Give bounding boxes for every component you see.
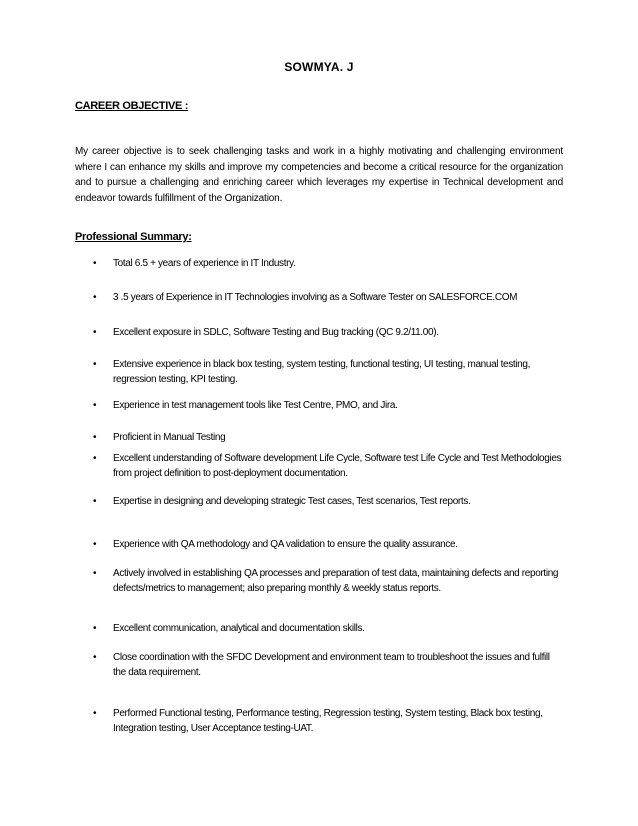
list-item — [93, 357, 573, 387]
bullet-icon: • — [93, 258, 97, 269]
list-item — [93, 566, 573, 596]
list-item-text: Excellent exposure in SDLC, Software Testing and Bug tracking (QC 9.2/11.00). — [113, 327, 439, 338]
professional-summary-heading: Professional Summary: — [75, 231, 192, 243]
bullet-icon: • — [93, 432, 97, 443]
list-item — [93, 325, 573, 340]
bullet-icon: • — [93, 453, 97, 464]
list-item — [93, 650, 573, 680]
list-item-text: Proficient in Manual Testing — [113, 432, 226, 443]
bullet-icon: • — [93, 327, 97, 338]
list-item-text: Total 6.5 + years of experience in IT Industry. — [113, 258, 296, 269]
list-item — [93, 451, 573, 481]
candidate-name: SOWMYA. J — [284, 60, 354, 74]
bullet-icon: • — [93, 359, 97, 370]
bullet-icon: • — [93, 568, 97, 579]
list-item-text: Excellent communication, analytical and documentation skills. — [113, 623, 365, 634]
bullet-icon: • — [93, 292, 97, 303]
bullet-icon: • — [93, 652, 97, 663]
list-item-text: Experience with QA methodology and QA validation to ensure the quality assurance. — [113, 539, 458, 550]
bullet-icon: • — [93, 400, 97, 411]
list-item — [93, 398, 573, 413]
list-item — [93, 706, 573, 736]
list-item — [93, 494, 573, 509]
list-item-text: Actively involved in establishing QA processes and preparation of test data, maintaining defects and reporting defects/metrics to management; also preparing monthly & weekly status reports. — [113, 568, 559, 594]
list-item — [93, 290, 573, 305]
list-item — [93, 621, 573, 636]
career-objective-text: My career objective is to seek challenging tasks and work in a highly motivating and challenging environment where I can enhance my skills and improve my competencies and become a critical resource for the organization and to pursue a challenging and enriching career which leverages my expertise in Technical development and endeavor towards fulfillment of the Organization. — [75, 146, 563, 204]
list-item-text: Experience in test management tools like Test Centre, PMO, and Jira. — [113, 400, 398, 411]
career-objective-heading: CAREER OBJECTIVE : — [75, 100, 189, 112]
bullet-icon: • — [93, 708, 97, 719]
list-item-text: Expertise in designing and developing strategic Test cases, Test scenarios, Test reports. — [113, 496, 471, 507]
list-item-text: Excellent understanding of Software development Life Cycle, Software test Life Cycle and Test Methodologies from project definition to post-deployment documentation. — [113, 453, 562, 479]
bullet-icon: • — [93, 496, 97, 507]
list-item-text: Extensive experience in black box testing, system testing, functional testing, UI testing, manual testing, regression testing, KPI testing. — [113, 359, 531, 385]
bullet-icon: • — [93, 539, 97, 550]
bullet-icon: • — [93, 623, 97, 634]
list-item — [93, 430, 573, 445]
list-item-text: 3 .5 years of Experience in IT Technologies involving as a Software Tester on SALESFORCE.COM — [113, 292, 518, 303]
list-item — [93, 537, 573, 552]
list-item-text: Close coordination with the SFDC Development and environment team to troubleshoot the issues and fulfill the data requirement. — [113, 652, 550, 678]
list-item-text: Performed Functional testing, Performance testing, Regression testing, System testing, Black box testing, Integration testing, User Acceptance testing-UAT. — [113, 708, 543, 734]
list-item — [93, 256, 573, 271]
